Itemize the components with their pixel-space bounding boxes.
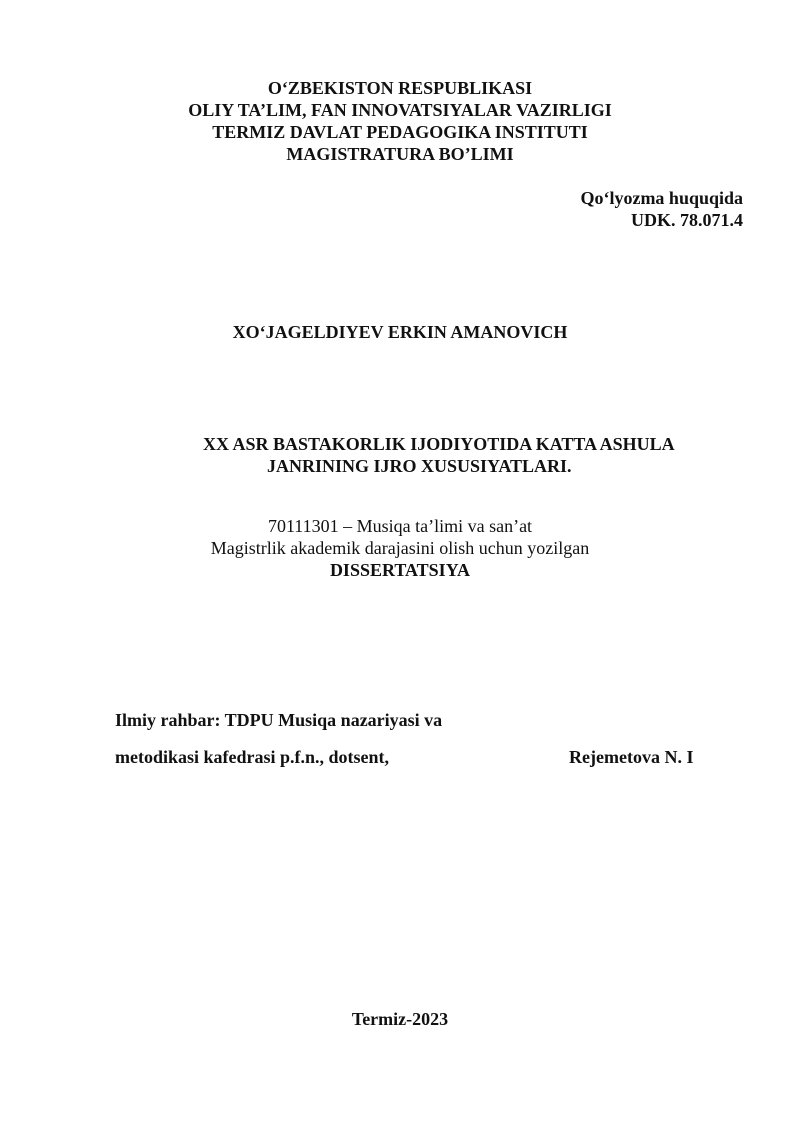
- supervisor-name: Rejemetova N. I: [569, 747, 694, 767]
- department-name: MAGISTRATURA BO’LIMI: [286, 144, 514, 164]
- place-year: Termiz-2023: [351, 1009, 449, 1029]
- degree-purpose: Magistrlik akademik darajasini olish uchun yozilgan: [210, 538, 590, 558]
- specialty-code: 70111301 – Musiqa ta’limi va san’at: [267, 516, 533, 536]
- ministry-name: OLIY TA’LIM, FAN INNOVATSIYALAR VAZIRLIGI: [188, 100, 612, 120]
- author-name: XO‘JAGELDIYEV ERKIN AMANOVICH: [232, 322, 568, 342]
- document-type: DISSERTATSIYA: [329, 560, 471, 580]
- institute-name: TERMIZ DAVLAT PEDAGOGIKA INSTITUTI: [212, 122, 588, 142]
- supervisor-line2: metodikasi kafedrasi p.f.n., dotsent,: [115, 747, 390, 767]
- supervisor-line1: Ilmiy rahbar: TDPU Musiqa nazariyasi va: [115, 710, 443, 730]
- udk-code: UDK. 78.071.4: [631, 210, 743, 230]
- ministry-country: O‘ZBEKISTON RESPUBLIKASI: [267, 78, 533, 98]
- manuscript-rights: Qo‘lyozma huquqida: [580, 188, 743, 208]
- thesis-title-line2: JANRINING IJRO XUSUSIYATLARI.: [267, 456, 572, 476]
- thesis-title-line1: XX ASR BASTAKORLIK IJODIYOTIDA KATTA ASHULA: [203, 434, 675, 454]
